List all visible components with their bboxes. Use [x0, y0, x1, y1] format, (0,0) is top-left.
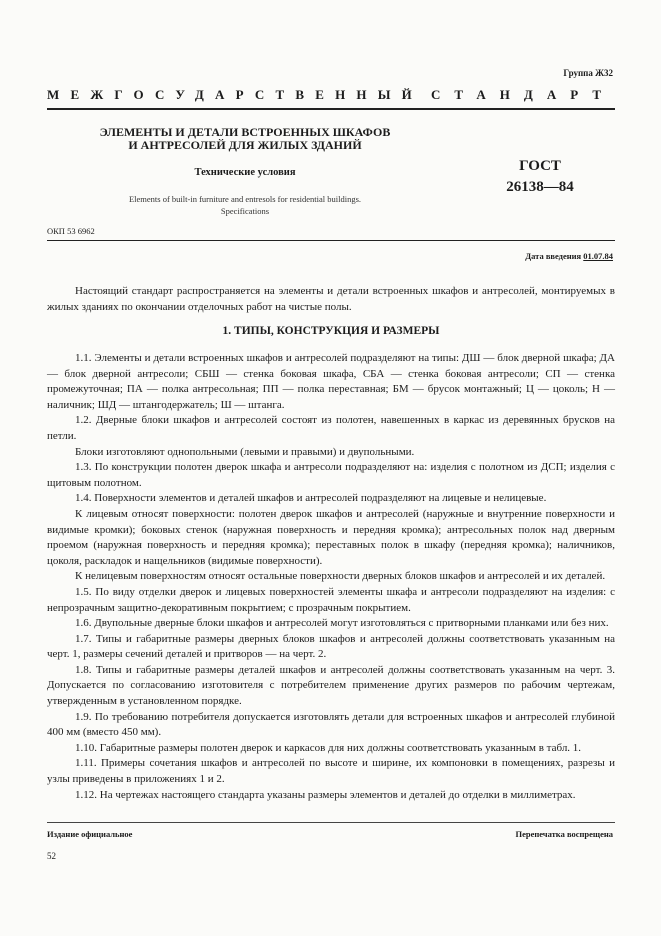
intro-paragraph	[47, 284, 615, 315]
paragraph-1-2-blocks: Блоки изготовляют однопольными (левыми и правыми) и двупольными.	[75, 445, 415, 458]
paragraph-1-11: 1.11. Примеры сочетания шкафов и антресолей по высоте и ширине, их компоновки в помещениях, разрезы и узлы приведены в приложениях 1 и 2.	[47, 757, 615, 786]
paragraph-1-5: 1.5. По виду отделки дверок и лицевых поверхностей элементы шкафа и антресоли подразделяют на изделия: с непрозрачным защитно-декоративным покрытием; с прозрачным покрытием.	[47, 585, 615, 614]
banner-right: СТАНДАРТ	[430, 87, 615, 102]
english-title	[85, 193, 405, 217]
section-heading: 1. ТИПЫ, КОНСТРУКЦИЯ И РАЗМЕРЫ	[222, 325, 440, 337]
date-label: Дата введения	[525, 251, 582, 261]
middle-rule	[47, 240, 615, 241]
reprint-prohibited: Перепечатка воспрещена	[515, 829, 613, 839]
standard-banner	[47, 87, 615, 103]
intro-text: Настоящий стандарт распространяется на элементы и детали встроенных шкафов и антресолей, монтируемых в жилых зданиях по окончании отделочных работ на чистые полы.	[47, 285, 615, 313]
paragraph-1-4-nonface: К нелицевым поверхностям относят остальные поверхности дверных блоков шкафов и антресолей и их деталей.	[75, 570, 606, 583]
document-title	[85, 126, 405, 152]
paragraph-1-10: 1.10. Габаритные размеры полотен дверок и каркасов для них должны соответствовать указанным в табл. 1.	[75, 741, 582, 754]
paragraph-1-9: 1.9. По требованию потребителя допускается изготовлять детали для встроенных шкафов и антресолей глубиной 400 мм (вместо 450 мм).	[47, 710, 615, 739]
paragraph-1-4-face: К лицевым относят поверхности: полотен дверок шкафов и антресолей (наружные и внутренние поверхности и видимые кромки); боковых стенок (наружная поверхность и передняя кромка); антресольных полок над дверным проемом (наружная поверхность и передняя кромка); переставных полок в шкафу (передняя кромка); наличников, цоколя, раскладок и нащельников (видимые поверхности).	[47, 507, 615, 567]
paragraph-1-4: 1.4. Поверхности элементов и деталей шкафов и антресолей подразделяют на лицевые и нелицевые.	[75, 492, 547, 505]
title-line-2: И АНТРЕСОЛЕЙ ДЛЯ ЖИЛЫХ ЗДАНИЙ	[128, 138, 362, 152]
section-body	[47, 351, 615, 803]
okp-code: ОКП 53 6962	[47, 226, 95, 236]
paragraph-1-12: 1.12. На чертежах настоящего стандарта указаны размеры элементов и деталей до отделки в миллиметрах.	[75, 788, 576, 801]
english-title-line-2: Specifications	[220, 206, 270, 216]
official-edition: Издание официальное	[47, 829, 133, 839]
group-code: Группа Ж32	[563, 68, 613, 78]
paragraph-1-8: 1.8. Типы и габаритные размеры деталей шкафов и антресолей должны соответствовать указанным на черт. 3. Допускается по согласованию изготовителя с потребителем применение других размеров по рабочим чертежам, утвержденным в установленном порядке.	[47, 663, 615, 708]
paragraph-1-2: 1.2. Дверные блоки шкафов и антресолей состоят из полотен, навешенных в каркас из деревянных брусков на петли.	[47, 414, 615, 442]
date-value: 01.07.84	[583, 251, 613, 261]
page-number: 52	[47, 851, 56, 861]
gost-label: ГОСТ	[519, 158, 561, 174]
top-rule	[47, 108, 615, 110]
english-title-line-1: Elements of built-in furniture and entresols for residential buildings.	[128, 194, 362, 204]
banner-left: МЕЖГОСУДАРСТВЕННЫЙ	[47, 87, 423, 102]
effective-date	[525, 251, 613, 261]
gost-designation	[490, 156, 590, 198]
paragraph-1-3: 1.3. По конструкции полотен дверок шкафа и антресоли подразделяют на: изделия с полотном из ДСП; изделия с щитовым полотном.	[47, 461, 615, 489]
document-subtitle: Технические условия	[194, 167, 296, 178]
title-line-1: ЭЛЕМЕНТЫ И ДЕТАЛИ ВСТРОЕННЫХ ШКАФОВ	[99, 125, 391, 139]
paragraph-1-1: 1.1. Элементы и детали встроенных шкафов и антресолей подразделяют на типы: ДШ — блок дверной шкафа; ДА — блок дверной антресоли; СБШ — стенка боковая шкафа, СБА — стенка боковая антресоли; СП — стенка промежуточная; ПА — полка антресольная; ПП — полка переставная; БМ — брусок монтажный; Ц — цоколь; Н — наличник; ШД — штангодержатель; Ш — штанга.	[47, 352, 615, 411]
footer-rule	[47, 822, 615, 823]
paragraph-1-6: 1.6. Двупольные дверные блоки шкафов и антресолей могут изготовляться с притворными планками или без них.	[75, 617, 609, 630]
paragraph-1-7: 1.7. Типы и габаритные размеры дверных блоков шкафов и антресолей должны соответствовать указанным на черт. 1, размеры сечений деталей и притворов — на черт. 2.	[47, 632, 615, 661]
gost-number: 26138—84	[506, 179, 574, 195]
